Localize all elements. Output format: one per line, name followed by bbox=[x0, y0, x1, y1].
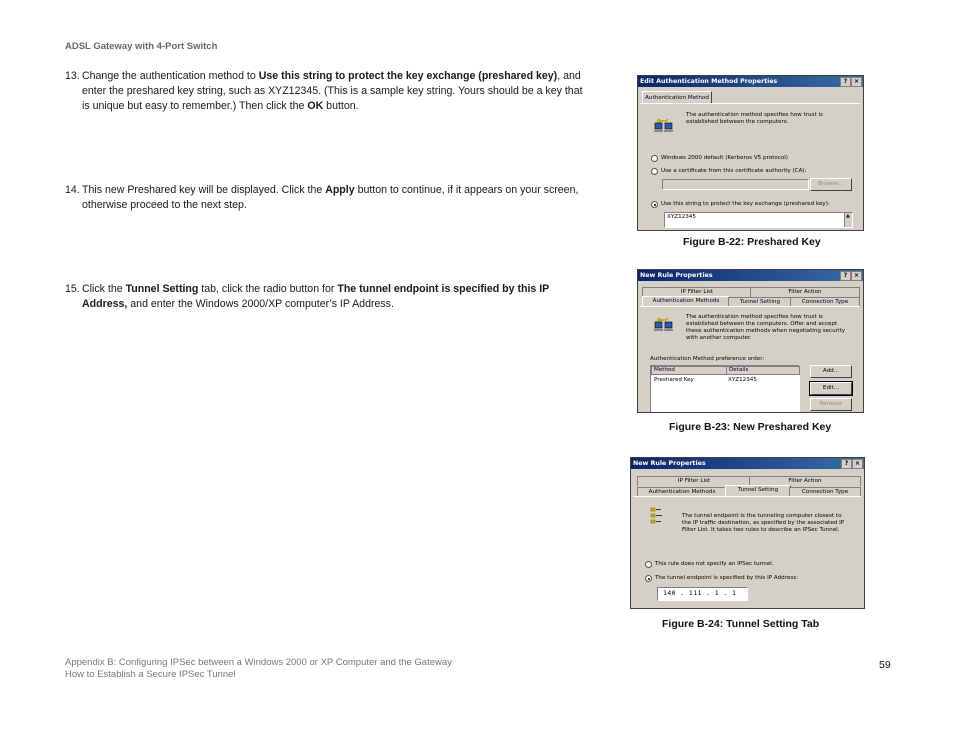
ip-address-input[interactable] bbox=[657, 587, 748, 601]
tab-panel bbox=[633, 496, 861, 608]
preshared-key-dialog bbox=[637, 75, 864, 231]
radio-kerberos[interactable] bbox=[651, 155, 658, 162]
column-details[interactable]: Details bbox=[726, 366, 800, 375]
radio-no-tunnel-label: This rule does not specify an IPSec tunnel. bbox=[655, 561, 774, 567]
preshared-key-value: XYZ12345 bbox=[667, 214, 696, 220]
tab-tunnel-setting[interactable]: Tunnel Setting bbox=[728, 297, 792, 307]
help-button[interactable]: ? bbox=[841, 459, 852, 469]
radio-tunnel-endpoint[interactable] bbox=[645, 575, 652, 582]
ip-address-value: 140 . 111 . 1 . 1 bbox=[663, 589, 737, 597]
method-order-label: Authentication Method preference order: bbox=[650, 356, 765, 362]
new-rule-properties-dialog bbox=[637, 269, 864, 413]
radio-certificate[interactable] bbox=[651, 168, 658, 175]
body-text: This new Preshared key will be displayed. Click the bbox=[82, 184, 326, 196]
bold-text: Use this string to protect the key exchange (preshared key) bbox=[258, 70, 558, 82]
step-13 bbox=[65, 69, 590, 114]
tab-authentication-method[interactable]: Authentication Method bbox=[642, 91, 712, 104]
body-text: Change the authentication method to bbox=[82, 70, 259, 82]
step-14 bbox=[65, 183, 590, 213]
add-button[interactable]: Add... bbox=[810, 365, 852, 378]
tab-panel bbox=[640, 306, 860, 412]
row-method[interactable]: Preshared Key bbox=[654, 377, 694, 383]
body-text: , and enter the preshared key string, such as XYZ12345. (This is a sample key string. Yours should be a key that is unique but easy to remember.) Then click the bbox=[82, 70, 583, 112]
browse-button[interactable]: Browse... bbox=[810, 178, 852, 191]
body-text: button. bbox=[323, 100, 359, 112]
running-header: ADSL Gateway with 4-Port Switch bbox=[65, 41, 218, 52]
step-text bbox=[82, 282, 590, 312]
tab-ip-filter-list[interactable]: IP Filter List bbox=[637, 476, 751, 486]
tab-ip-filter-list[interactable]: IP Filter List bbox=[642, 287, 752, 297]
figure-caption: Figure B-22: Preshared Key bbox=[683, 236, 821, 248]
tab-connection-type[interactable]: Connection Type bbox=[789, 487, 861, 497]
radio-preshared-key[interactable] bbox=[651, 201, 658, 208]
body-text: Click the bbox=[82, 283, 126, 295]
radio-preshared-key-label: Use this string to protect the key exchange (preshared key): bbox=[661, 201, 830, 207]
tunnel-setting-dialog bbox=[630, 457, 865, 609]
radio-no-tunnel[interactable] bbox=[645, 561, 652, 568]
step-text bbox=[82, 69, 590, 114]
bold-text: Apply bbox=[325, 184, 355, 196]
column-method[interactable]: Method bbox=[651, 366, 727, 375]
certificate-field[interactable] bbox=[662, 179, 809, 190]
bold-text: The tunnel endpoint is specified by this IP Address, bbox=[82, 283, 550, 310]
dialog-title-bar bbox=[638, 76, 863, 87]
close-button[interactable]: × bbox=[851, 77, 862, 87]
step-number: 14. bbox=[65, 184, 80, 196]
key-scrollbar[interactable] bbox=[844, 213, 852, 227]
tab-authentication-methods[interactable]: Authentication Methods bbox=[642, 296, 730, 307]
method-list[interactable] bbox=[650, 365, 800, 413]
computers-key-icon bbox=[654, 118, 674, 134]
tab-panel bbox=[640, 103, 860, 230]
step-text bbox=[82, 183, 590, 213]
radio-kerberos-label: Windows 2000 default (Kerberos V5 protocol) bbox=[661, 155, 788, 161]
step-number: 15. bbox=[65, 283, 80, 295]
help-button[interactable]: ? bbox=[840, 271, 851, 281]
tunnel-description: The tunnel endpoint is the tunneling computer closest to the IP traffic destination, as specified by the associated IP Filter List. It takes two rules to describe an IPSec Tunnel. bbox=[682, 513, 845, 533]
step-number: 13. bbox=[65, 70, 80, 82]
scroll-up-icon: ▲ bbox=[846, 213, 850, 219]
figure-caption: Figure B-23: New Preshared Key bbox=[669, 421, 832, 433]
body-text: and enter the Windows 2000/XP computer’s IP Address. bbox=[127, 298, 394, 310]
radio-tunnel-endpoint-label: The tunnel endpoint is specified by this IP Address: bbox=[655, 575, 799, 581]
method-description: The authentication method specifies how trust is established between the computers. Offer and accept these authentication methods when negotiating security with another computer. bbox=[686, 314, 846, 341]
edit-button[interactable]: Edit... bbox=[810, 382, 852, 395]
tab-filter-action[interactable]: Filter Action bbox=[749, 476, 861, 486]
tunnel-endpoint-icon bbox=[650, 507, 664, 525]
remove-button[interactable]: Remove bbox=[810, 398, 852, 411]
computers-key-icon bbox=[654, 317, 674, 333]
footer-section: How to Establish a Secure IPSec Tunnel bbox=[65, 669, 236, 680]
page-number: 59 bbox=[879, 659, 891, 671]
dialog-title-bar bbox=[638, 270, 863, 281]
close-button[interactable]: × bbox=[852, 459, 863, 469]
method-description: The authentication method specifies how trust is established between the computers. bbox=[686, 112, 823, 125]
body-text: tab, click the radio button for bbox=[198, 283, 338, 295]
radio-certificate-label: Use a certificate from this certificate authority (CA): bbox=[661, 168, 807, 174]
row-details[interactable]: XYZ12345 bbox=[728, 377, 757, 383]
footer-chapter: Appendix B: Configuring IPSec between a Windows 2000 or XP Computer and the Gateway bbox=[65, 657, 452, 668]
body-text: button to continue, if it appears on your screen, otherwise proceed to the next step. bbox=[82, 184, 579, 211]
preshared-key-input[interactable] bbox=[664, 212, 853, 228]
dialog-title: New Rule Properties bbox=[633, 460, 706, 467]
bold-text: OK bbox=[307, 100, 324, 112]
bold-text: Tunnel Setting bbox=[125, 283, 199, 295]
help-button[interactable]: ? bbox=[840, 77, 851, 87]
dialog-title: Edit Authentication Method Properties bbox=[640, 78, 778, 85]
figure-caption: Figure B-24: Tunnel Setting Tab bbox=[662, 618, 820, 630]
tab-connection-type[interactable]: Connection Type bbox=[790, 297, 860, 307]
close-button[interactable]: × bbox=[851, 271, 862, 281]
tab-filter-action[interactable]: Filter Action bbox=[750, 287, 860, 297]
tab-tunnel-setting[interactable]: Tunnel Setting bbox=[725, 485, 791, 497]
step-15 bbox=[65, 282, 590, 312]
dialog-title-bar bbox=[631, 458, 864, 469]
tab-authentication-methods[interactable]: Authentication Methods bbox=[637, 487, 727, 497]
dialog-title: New Rule Properties bbox=[640, 272, 713, 279]
